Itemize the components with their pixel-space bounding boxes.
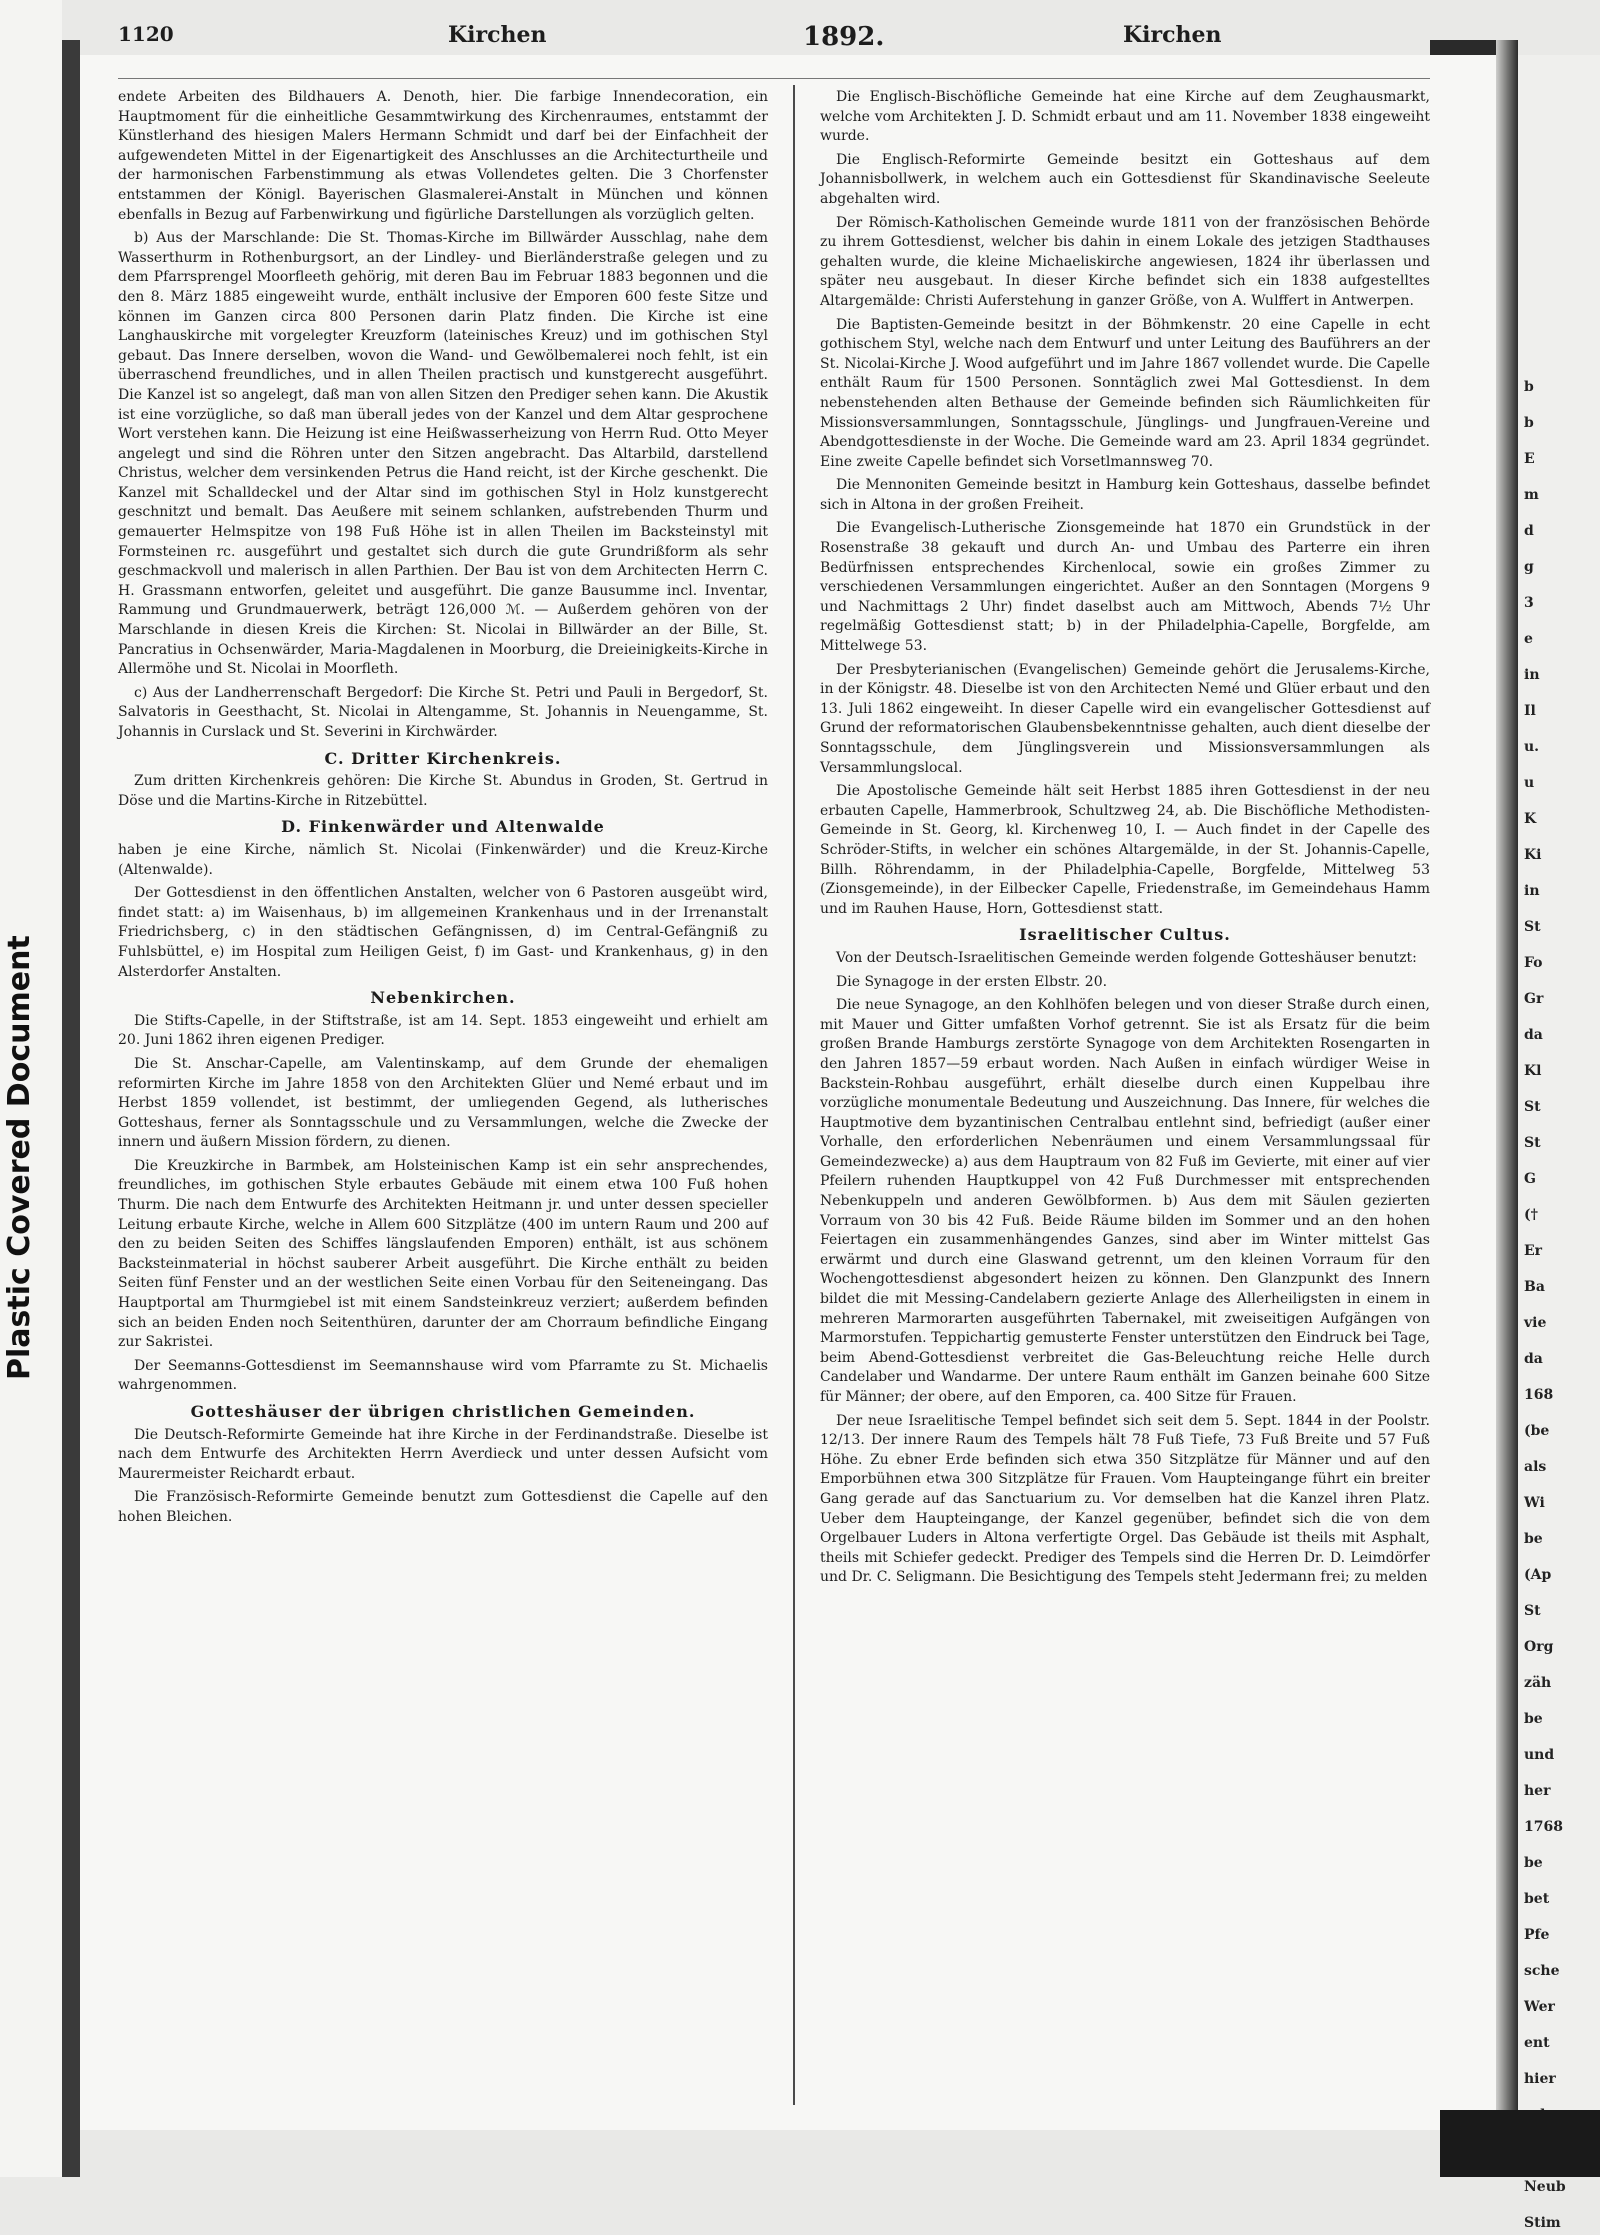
facing-page-line: in xyxy=(1524,667,1540,683)
paragraph: Von der Deutsch-Israelitischen Gemeinde werden folgende Gotteshäuser benutzt: xyxy=(836,949,1417,966)
facing-page-line: b xyxy=(1524,379,1534,395)
right-column xyxy=(820,88,1430,1592)
facing-page-line: St xyxy=(1524,919,1541,935)
binding-edge xyxy=(62,40,80,2177)
paragraph: haben je eine Kirche, nämlich St. Nicolai (Finkenwärder) und die Kreuz-Kirche (Altenwalde). xyxy=(118,841,768,878)
facing-page-line: 1768 xyxy=(1524,1819,1563,1835)
page-header xyxy=(118,22,1438,62)
facing-page-line: in xyxy=(1524,883,1540,899)
paragraph: Die Baptisten-Gemeinde besitzt in der Böhmkenstr. 20 eine Capelle in echt gothischem Styl, welche nach dem Entwurf und unter Leitung des Bauführers an der St. Nicolai-Kirche J. Wood aufgeführt und im Jahre 1867 vollendet wurde. Die Capelle enthält Raum für 1500 Personen. Sonntäglich zwei Mal Gottesdienst. In dem nebenstehenden alten Bethause der Gemeinde befinden sich Räumlichkeiten für Missionsversammlungen, Sonntagsschule, Jünglings- und Jungfrauen-Vereine und Abendgottesdienste in der Woche. Die Gemeinde ward am 23. April 1834 gegründet. Eine zweite Capelle befindet sich Vorsetlmannsweg 70. xyxy=(820,316,1430,470)
facing-page-line: be xyxy=(1524,1531,1543,1547)
paragraph: Die Englisch-Bischöfliche Gemeinde hat eine Kirche auf dem Zeughausmarkt, welche vom Architekten J. D. Schmidt erbaut und am 11. November 1838 eingeweiht wurde. xyxy=(820,89,1430,145)
header-left-title: Kirchen xyxy=(448,22,547,48)
header-year: 1892. xyxy=(803,22,885,52)
facing-page-line: († xyxy=(1524,1207,1538,1223)
paragraph: endete Arbeiten des Bildhauers A. Denoth, hier. Die farbige Innendecoration, ein Hauptmoment für die einheitliche Gesammtwirkung des Kirchenraumes, entstammt der Künstlerhand des hiesigen Malers Hermann Schmidt und darf bei der Einfachheit der aufgewendeten Mittel in der Eigenartigkeit des Anschlusses an die Architecturtheile und der harmonischen Farbenstimmung als etwas Vollendetes gelten. Die 3 Chorfenster entstammen der Königl. Bayerischen Glasmalerei-Anstalt in München und können ebenfalls in Bezug auf Farbenwirkung und figürliche Darstellungen als vorzüglich gelten. xyxy=(118,89,768,223)
facing-page-line: sche xyxy=(1524,1963,1560,1979)
paragraph: Der Römisch-Katholischen Gemeinde wurde 1811 von der französischen Behörde zu ihrem Gottesdienst, welcher bis dahin in einem Lokale des jetzigen Stadthauses gehalten wurde, die kleine Michaeliskirche angewiesen, 1824 ihr überlassen und später neu ausgebaut. In dieser Kirche befindet sich ein 1838 aufgestelltes Altargemälde: Christi Auferstehung in ganzer Größe, von A. Wulffert in Antwerpen. xyxy=(820,214,1430,309)
paragraph: Die Stifts-Capelle, in der Stiftstraße, ist am 14. Sept. 1853 eingeweiht und erhielt am 20. Juni 1862 ihren eigenen Prediger. xyxy=(118,1012,768,1049)
section-title-nebenkirchen: Nebenkirchen. xyxy=(370,988,516,1008)
facing-page-line: g xyxy=(1524,559,1534,575)
facing-page-line: vie xyxy=(1524,1315,1547,1331)
facing-page-line: G xyxy=(1524,1171,1536,1187)
facing-page-line: Stim xyxy=(1524,2215,1561,2231)
facing-page-line: be xyxy=(1524,1855,1543,1871)
facing-page-line: 3 xyxy=(1524,595,1534,611)
paragraph: Die Kreuzkirche in Barmbek, am Holsteinischen Kamp ist ein sehr ansprechendes, freundliches, im gothischen Style erbautes Gebäude mit einem etwa 100 Fuß hohen Thurm. Die nach dem Entwurfe des Architekten Heitmann jr. und unter dessen specieller Leitung erbaute Kirche, welche in Allem 600 Sitzplätze (400 im untern Raum und 200 auf den zu beiden Seiten des Schiffes längslaufenden Emporen) enthält, ist aus schönem Backsteinmaterial in höchst sauberer Arbeit ausgeführt. Die Kirche enthält zu beiden Seiten fünf Fenster und an der westlichen Seite einen Vorbau für den Seiteneingang. Das Hauptportal am Thurmgiebel ist mit einem Sandsteinkreuz verziert; außerdem befinden sich an beiden Enden noch Seitenthüren, darunter der am Chorraum befindliche Eingang zur Sakristei. xyxy=(118,1157,768,1351)
facing-page-line: da xyxy=(1524,1027,1543,1043)
facing-page-line: ent xyxy=(1524,2035,1550,2051)
side-label-text: Plastic Covered Document xyxy=(2,935,37,1380)
facing-page-line: Ba xyxy=(1524,1279,1545,1295)
section-title-israel: Israelitischer Cultus. xyxy=(1019,925,1231,945)
facing-page-line: u xyxy=(1524,775,1535,791)
paragraph: Die Französisch-Reformirte Gemeinde benutzt zum Gottesdienst die Capelle auf den hohen Bleichen. xyxy=(118,1489,768,1525)
facing-page-line: bet xyxy=(1524,1891,1550,1907)
paragraph: Die Mennoniten Gemeinde besitzt in Hamburg kein Gotteshaus, dasselbe befindet sich in Altona in der großen Freiheit. xyxy=(820,477,1430,513)
facing-page-line: d xyxy=(1524,523,1534,539)
section-title-uebrige: Gotteshäuser der übrigen christlichen Gemeinden. xyxy=(190,1402,696,1421)
facing-page-line: K xyxy=(1524,811,1537,827)
facing-page-line: Kl xyxy=(1524,1063,1542,1079)
facing-page-line: her xyxy=(1524,1783,1551,1799)
facing-page-line: m xyxy=(1524,487,1539,503)
page-number: 1120 xyxy=(118,22,174,46)
facing-page-line: St xyxy=(1524,1099,1541,1115)
paragraph: Die neue Synagoge, an den Kohlhöfen belegen und von dieser Straße durch einen, mit Mauer und Gitter umfaßten Vorhof getrennt. Sie ist als Ersatz für die beim großen Brande Hamburgs zerstörte Synagoge von dem Architekten Rosengarten in den Jahren 1857—59 erbaut worden. Nach Außen in einfach würdiger Weise in Backstein-Rohbau ausgeführt, erhält dieselbe durch einen Kuppelbau ihre vorzügliche monumentale Bedeutung und Auszeichnung. Das Innere, für welches die Hauptmotive dem byzantinischen Centralbau entlehnt sind, befriedigt (außer einer Vorhalle, den erforderlichen Nebenräumen und einem Versammlungssaal für Gemeindezwecke) a) aus dem Hauptraum von 82 Fuß im Gevierte, mit einer auf vier Pfeilern ruhenden Hauptkuppel von 42 Fuß Durchmesser mit entsprechenden Nebenkuppeln und anderen Gewölbformen. b) Aus dem mit Säulen gezierten Vorraum von 30 bis 42 Fuß. Beide Räume bilden im Sommer und an den hohen Feiertagen ein zusammenhängendes Ganzes, sind aber im Winter mittelst Gas erwärmt und durch eine Glaswand getrennt, um den kleinen Vorraum für den Wochengottesdienst abgesondert heizen zu können. Den Glanzpunkt des Innern bildet die mit Messing-Candelabern gezierte Anlage des Allerheiligsten in einem in mehreren Marmorarten ausgeführten Tabernakel, mit zweiseitigen Aufgängen von Marmorstufen. Teppichartig gemusterte Fenster unterstützen den Eindruck bei Tage, beim Abend-Gottesdienst verbreitet die Gas-Beleuchtung reiche Helle durch Candelaber und Wandarme. Der untere Raum enthält im Ganzen beinahe 600 Sitze für Männer; der obere, auf den Emporen, ca. 400 Sitze für Frauen. xyxy=(820,997,1430,1405)
facing-page-line: u. xyxy=(1524,739,1540,755)
section-title-d: D. Finkenwärder und Altenwalde xyxy=(281,817,605,837)
facing-page-line: hier xyxy=(1524,2071,1556,2087)
paragraph: Die Synagoge in der ersten Elbstr. 20. xyxy=(836,973,1108,990)
paragraph: b) Aus der Marschlande: Die St. Thomas-Kirche im Billwärder Ausschlag, nahe dem Wasserthurm in Rothenburgsort, an der Lindley- und Bierländerstraße gelegen und zu dem Pfarrsprengel Moorfleeth gehörig, mit deren Bau im Februar 1883 begonnen und die den 8. März 1885 eingeweiht wurde, enthält inclusive der Emporen 600 feste Sitze und können im Ganzen circa 800 Personen darin Platz finden. Die Kirche ist eine Langhauskirche mit vorgelegter Kreuzform (lateinisches Kreuz) und im gothischen Styl gebaut. Das Innere derselben, wovon die Wand- und Gewölbemalerei noch fehlt, ist ein überraschend freundliches, und in allen Theilen practisch und kunstgerecht ausgeführt. Die Kanzel ist so angelegt, daß man von allen Sitzen den Prediger sehen kann. Die Akustik ist eine vorzügliche, so daß man überall jedes von der Kanzel und dem Altar gesprochene Wort verstehen kann. Die Heizung ist eine Heißwasserheizung von Herrn Rud. Otto Meyer angelegt und sind die Röhren unter den Sitzen angebracht. Das Altarbild, darstellend Christus, welcher dem versinkenden Petrus die Hand reicht, ist der Kirche geschenkt. Die Kanzel mit Schalldeckel und der Altar sind im gothischen Styl in Holz kunstgerecht geschnitzt und bemalt. Das Aeußere mit seinem schlanken, aufstrebenden Thurm und gemauerter Helmspitze von 198 Fuß Höhe ist in allen Theilen im Backsteinstyl mit Formsteinen rc. ausgeführt und gestaltet sich durch die gute Grundrißform als sehr geschmackvoll und malerisch in allen Parthien. Der Bau ist von dem Architecten Herrn C. H. Grassmann entworfen, geleitet und ausgeführt. Die ganze Bausumme incl. Inventar, Rammung und Grundmauerwerk, beträgt 126,000 ℳ. — Außerdem gehören von der Marschlande in diesen Kreis die Kirchen: St. Nicolai in Billwärder an der Bille, St. Pancratius in Ochsenwärder, Maria-Magdalenen in Moorburg, die Dreieinigkeits-Kirche in Allermöhe und St. Nicolai in Moorfleth. xyxy=(118,230,768,678)
paragraph: Die Apostolische Gemeinde hält seit Herbst 1885 ihren Gottesdienst in der neu erbauten Capelle, Hammerbrook, Schultzweg 24, ab. Die Bischöfliche Methodisten-Gemeinde in St. Georg, kl. Kirchenweg 10, I. — Auch findet in der Capelle des Schröder-Stifts, in welcher ein schönes Altargemälde, in der St. Johannis-Capelle, Billh. Röhrendamm, in der Philadelphia-Capelle, Borgfelde, Mittelweg 53 (Zionsgemeinde), in der Eilbecker Capelle, Friedenstraße, im Gemeindehaus Hamm und im Rauhen Hause, Horn, Gottesdienst statt. xyxy=(820,783,1430,917)
facing-page-line: St xyxy=(1524,1135,1541,1151)
facing-page-line: und xyxy=(1524,1747,1555,1763)
header-right-title: Kirchen xyxy=(1123,22,1222,48)
paragraph: Die Deutsch-Reformirte Gemeinde hat ihre Kirche in der Ferdinandstraße. Dieselbe ist nach dem Entwurfe des Architekten Herrn Averdieck und unter dessen Aufsicht vom Maurermeister Reichardt erbaut. xyxy=(118,1426,768,1482)
paragraph: c) Aus der Landherrenschaft Bergedorf: Die Kirche St. Petri und Pauli in Bergedorf, St. Salvatoris in Geesthacht, St. Nicolai in Altengamme, St. Johannis in Neuengamme, St. Johannis in Curslack und St. Severini in Kirchwärder. xyxy=(118,684,768,740)
paragraph: Der Gottesdienst in den öffentlichen Anstalten, welcher von 6 Pastoren ausgeübt wird, findet statt: a) im Waisenhaus, b) im allgemeinen Krankenhaus und in der Irrenanstalt Friedrichsberg, c) in den städtischen Gefängnissen, d) im Central-Gefängniß zu Fuhlsbüttel, e) im Hospital zum Heiligen Geist, f) im Gast- und Krankenhaus, g) in den Alsterdorfer Anstalten. xyxy=(118,885,768,980)
scan-bottom-edge xyxy=(1440,2110,1600,2177)
facing-page-line: be xyxy=(1524,1711,1543,1727)
facing-page-line: Wer xyxy=(1524,1999,1555,2015)
gutter-shadow xyxy=(1496,40,1518,2150)
facing-page-fragment xyxy=(1518,55,1600,2231)
facing-page-line: da xyxy=(1524,1351,1543,1367)
facing-page-line: zäh xyxy=(1524,1675,1552,1691)
facing-page-line: E xyxy=(1524,451,1535,467)
paragraph: Der Presbyterianischen (Evangelischen) Gemeinde gehört die Jerusalems-Kirche, in der Königstr. 48. Dieselbe ist von den Architecten Nemé und Glüer erbaut und den 13. Juli 1862 eingeweiht. In dieser Capelle wird ein evangelischer Gottesdienst auf Grund der reformatorischen Glaubensbekenntnisse gehalten, auch dient dieselbe der Sonntagsschule, dem Jünglingsverein und Missionsversammlungen als Versammlungslocal. xyxy=(820,661,1430,776)
facing-page-line: als xyxy=(1524,1459,1547,1475)
section-title-c: C. Dritter Kirchenkreis. xyxy=(324,748,562,768)
facing-page-line: St xyxy=(1524,1603,1541,1619)
facing-page-line: Neub xyxy=(1524,2179,1566,2195)
column-rule xyxy=(793,85,795,2105)
facing-page-line: (Ap xyxy=(1524,1567,1552,1583)
paragraph: Die Evangelisch-Lutherische Zionsgemeinde hat 1870 ein Grundstück in der Rosenstraße 38 gekauft und durch An- und Umbau des Parterre ein ihren Bedürfnissen entsprechendes Kirchenlocal, sowie ein großes Zimmer zu verschiedenen Versammlungen eingerichtet. Außer an den Sonntagen (Morgens 9 und Nachmittags 2 Uhr) findet daselbst auch am Mittwoch, Abends 7½ Uhr regelmäßig Gottesdienst statt; b) in der Philadelphia-Capelle, Borgfelde, am Mittelwege 53. xyxy=(820,520,1430,655)
paragraph: Der Seemanns-Gottesdienst im Seemannshause wird vom Pfarramte zu St. Michaelis wahrgenommen. xyxy=(118,1357,768,1394)
facing-page-line: Gr xyxy=(1524,991,1544,1007)
left-column xyxy=(118,88,768,1532)
paragraph: Zum dritten Kirchenkreis gehören: Die Kirche St. Abundus in Groden, St. Gertrud in Döse und die Martins-Kirche in Ritzebüttel. xyxy=(118,773,768,809)
facing-page-line: Pfe xyxy=(1524,1927,1550,1943)
facing-page-line: b xyxy=(1524,415,1534,431)
facing-page-line: Il xyxy=(1524,703,1536,719)
facing-page-line: Wi xyxy=(1524,1495,1545,1511)
facing-page-line: e xyxy=(1524,631,1533,647)
facing-page-line: Fo xyxy=(1524,955,1543,971)
facing-page-line: 168 xyxy=(1524,1387,1554,1403)
paragraph: Der neue Israelitische Tempel befindet sich seit dem 5. Sept. 1844 in der Poolstr. 12/13. Der innere Raum des Tempels hält 78 Fuß Tiefe, 73 Fuß Breite und 57 Fuß Höhe. Zu ebner Erde befinden sich etwa 350 Sitzplätze für Männer und auf den Emporbühnen etwa 300 Sitzplätze für Frauen. Vom Haupteingange führt ein breiter Gang gerade auf das Sanctuarium zu. Vor demselben hat die Kanzel ihren Platz. Ueber dem Haupteingange, der Kanzel gegenüber, befindet sich die von dem Orgelbauer Luders in Altona verfertigte Orgel. Das Gebäude ist theils mit Asphalt, theils mit Schiefer gedeckt. Prediger des Tempels sind die Herren Dr. D. Leimdörfer und Dr. C. Seligmann. Die Besichtigung des Tempels steht Jedermann frei; zu melden xyxy=(820,1412,1430,1586)
facing-page-line: Er xyxy=(1524,1243,1543,1259)
paragraph: Die St. Anschar-Capelle, am Valentinskamp, auf dem Grunde der ehemaligen reformirten Kirche im Jahre 1858 von den Architekten Glüer und Nemé erbaut und im Herbst 1859 vollendet, ist bestimmt, der umliegenden Gegend, als lutherisches Gotteshaus, ferner als Sonntagsschule und zu Versammlungen, welche die Zwecke der innern und äußern Mission fördern, zu dienen. xyxy=(118,1055,768,1151)
facing-page-line: (be xyxy=(1524,1423,1550,1439)
facing-page-line: Ki xyxy=(1524,847,1542,863)
paragraph: Die Englisch-Reformirte Gemeinde besitzt ein Gotteshaus auf dem Johannisbollwerk, in welchem auch ein Gottesdienst für Skandinavische Seeleute abgehalten wird. xyxy=(820,151,1430,207)
header-rule xyxy=(118,78,1430,79)
facing-page-line: Org xyxy=(1524,1639,1554,1655)
